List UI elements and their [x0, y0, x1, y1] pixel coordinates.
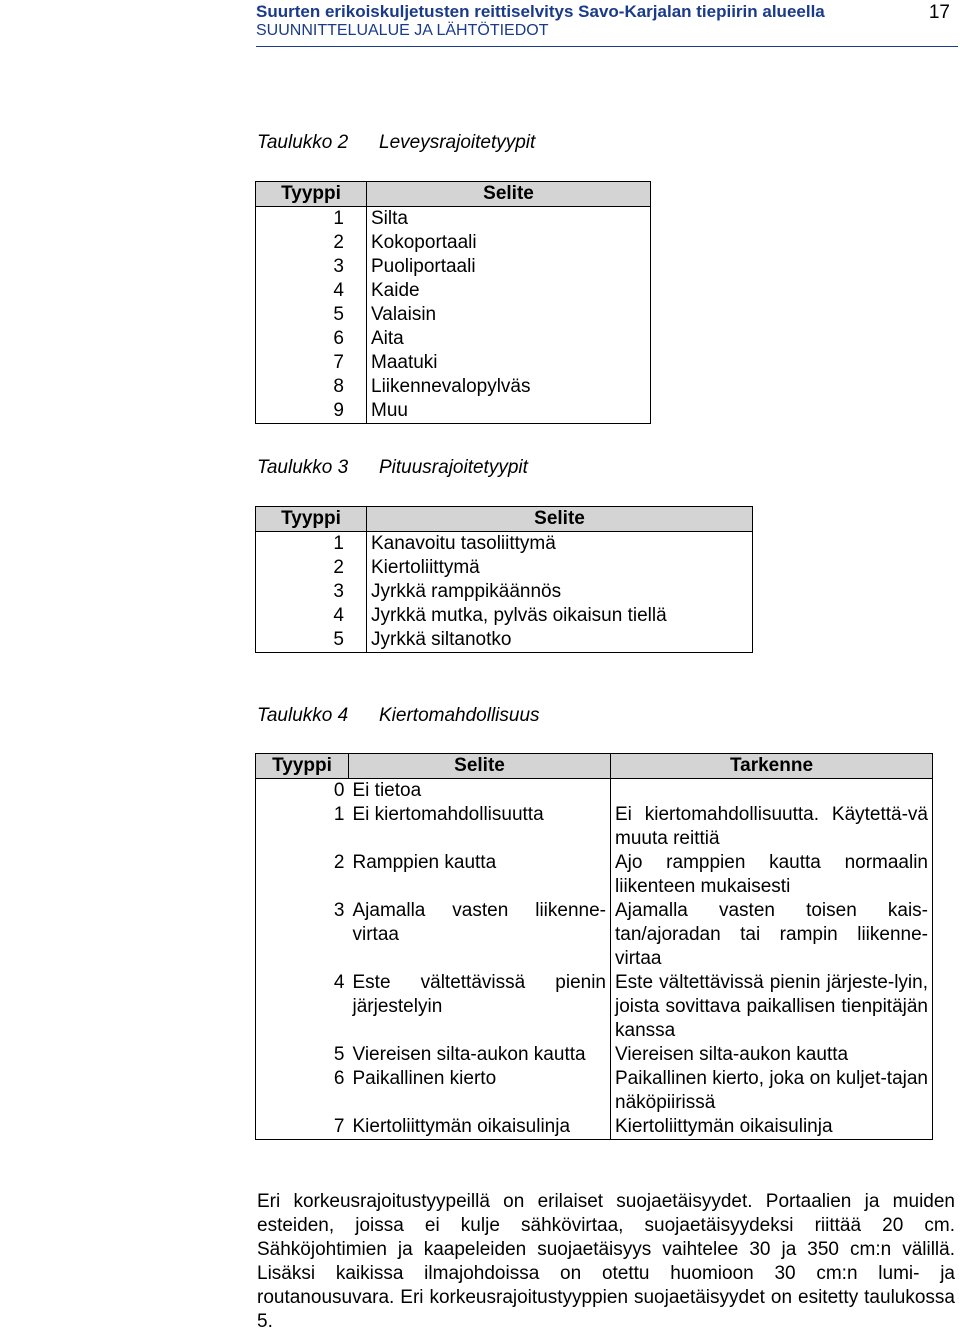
table-cell: 2 [256, 851, 349, 899]
column-header: Tyyppi [256, 754, 349, 779]
table-cell: 5 [256, 628, 367, 653]
page-header [0, 0, 960, 48]
table3-caption-title: Pituusrajoitetyypit [379, 457, 528, 478]
column-header: Selite [349, 754, 611, 779]
table-row [256, 399, 651, 424]
table-cell: 0 [256, 779, 349, 804]
table-cell: Ajamalla vasten toisen kais-tan/ajoradan tai rampin liikenne-virtaa [611, 899, 933, 971]
table-cell: 4 [256, 279, 367, 303]
table-cell: Kiertoliittymän oikaisulinja [611, 1115, 933, 1140]
table-cell: 1 [256, 207, 367, 232]
table-cell: 4 [256, 971, 349, 1043]
table-cell: 5 [256, 303, 367, 327]
table-pituusrajoitetyypit [255, 506, 753, 653]
column-header: Selite [367, 507, 753, 532]
table-row [256, 327, 651, 351]
column-header: Tarkenne [611, 754, 933, 779]
table4-caption-number: Taulukko 4 [257, 705, 349, 726]
table-cell: Ajamalla vasten liikenne-virtaa [349, 899, 611, 971]
table-cell: Kiertoliittymä [367, 556, 753, 580]
table-cell: Kanavoitu tasoliittymä [367, 532, 753, 557]
column-header: Selite [367, 182, 651, 207]
table-cell: 3 [256, 255, 367, 279]
table-cell: 2 [256, 231, 367, 255]
table3-caption [257, 457, 528, 479]
table-cell: Viereisen silta-aukon kautta [611, 1043, 933, 1067]
table-cell: 1 [256, 532, 367, 557]
table-cell: 3 [256, 580, 367, 604]
table-cell: 2 [256, 556, 367, 580]
table-cell: Este vältettävissä pienin järjestelyin [349, 971, 611, 1043]
document-title: Suurten erikoiskuljetusten reittiselvitys Savo-Karjalan tiepiirin alueella [256, 2, 825, 21]
table-cell: 8 [256, 375, 367, 399]
table-row [256, 532, 753, 557]
table-cell: Ramppien kautta [349, 851, 611, 899]
body-paragraph: Eri korkeusrajoitustyypeillä on erilaiset suojaetäisyydet. Portaalien ja muiden esteiden, joissa ei kulje sähkövirtaa, suojaetäisyydeksi riittää 20 cm. Sähköjohtimien ja kaapeleiden suojaetäisyys vaihtelee 30 ja 350 cm:n välillä. Lisäksi kaikissa ilmajohdoissa on otettu huomioon 30 cm:n lumi- ja routanousuvara. Eri korkeusrajoitustyyppien suojaetäisyydet on esitetty taulukossa 5. [257, 1191, 955, 1332]
table-cell: 7 [256, 1115, 349, 1140]
table-cell: Ajo ramppien kautta normaalin liikenteen mukaisesti [611, 851, 933, 899]
table-header-row [256, 507, 753, 532]
table-cell: 3 [256, 899, 349, 971]
table-cell [611, 779, 933, 804]
table-row [256, 580, 753, 604]
table3-caption-number: Taulukko 3 [257, 457, 349, 478]
column-header: Tyyppi [256, 507, 367, 532]
table-cell: 5 [256, 1043, 349, 1067]
table-cell: Jyrkkä mutka, pylväs oikaisun tiellä [367, 604, 753, 628]
table-row [256, 303, 651, 327]
table-row [256, 279, 651, 303]
table-row [256, 604, 753, 628]
table-cell: Kokoportaali [367, 231, 651, 255]
table2-caption-title: Leveysrajoitetyypit [379, 132, 536, 153]
table4-caption [257, 705, 540, 727]
table-cell: Este vältettävissä pienin järjeste-lyin, joista sovittava paikallisen tienpitäjän kanssa [611, 971, 933, 1043]
table-cell: Jyrkkä siltanotko [367, 628, 753, 653]
table-row [256, 207, 651, 232]
page-number: 17 [928, 2, 950, 23]
column-header: Tyyppi [256, 182, 367, 207]
table-row [256, 971, 933, 1043]
table-cell: Liikennevalopylväs [367, 375, 651, 399]
table-cell: Ei tietoa [349, 779, 611, 804]
table-cell: Paikallinen kierto [349, 1067, 611, 1115]
table-cell: 1 [256, 803, 349, 851]
table-cell: 9 [256, 399, 367, 424]
section-title: SUUNNITTELUALUE JA LÄHTÖTIEDOT [256, 22, 549, 39]
table-row [256, 628, 753, 653]
table-cell: 4 [256, 604, 367, 628]
table-cell: Viereisen silta-aukon kautta [349, 1043, 611, 1067]
table-row [256, 351, 651, 375]
table-row [256, 851, 933, 899]
table-leveysrajoitetyypit [255, 181, 651, 424]
table-row [256, 1043, 933, 1067]
table-cell: Paikallinen kierto, joka on kuljet-tajan näköpiirissä [611, 1067, 933, 1115]
header-rule [256, 46, 958, 47]
table-row [256, 803, 933, 851]
table-kiertomahdollisuus [255, 753, 933, 1140]
table-header-row [256, 754, 933, 779]
table-cell: Kiertoliittymän oikaisulinja [349, 1115, 611, 1140]
table4-caption-title: Kiertomahdollisuus [379, 705, 540, 726]
table-row [256, 375, 651, 399]
table-cell: Valaisin [367, 303, 651, 327]
table-row [256, 899, 933, 971]
table-row [256, 231, 651, 255]
table-cell: Ei kiertomahdollisuutta [349, 803, 611, 851]
table-row [256, 556, 753, 580]
table-row [256, 1115, 933, 1140]
table-cell: Maatuki [367, 351, 651, 375]
table-cell: 6 [256, 1067, 349, 1115]
table-cell: Silta [367, 207, 651, 232]
table-cell: Muu [367, 399, 651, 424]
table-cell: 7 [256, 351, 367, 375]
table-cell: Jyrkkä ramppikäännös [367, 580, 753, 604]
table-header-row [256, 182, 651, 207]
table-row [256, 1067, 933, 1115]
table-cell: Aita [367, 327, 651, 351]
table-row [256, 779, 933, 804]
table2-caption-number: Taulukko 2 [257, 132, 349, 153]
table2-caption [257, 132, 535, 154]
table-cell: Ei kiertomahdollisuutta. Käytettä-vä muuta reittiä [611, 803, 933, 851]
table-cell: Puoliportaali [367, 255, 651, 279]
table-cell: Kaide [367, 279, 651, 303]
table-row [256, 255, 651, 279]
table-cell: 6 [256, 327, 367, 351]
